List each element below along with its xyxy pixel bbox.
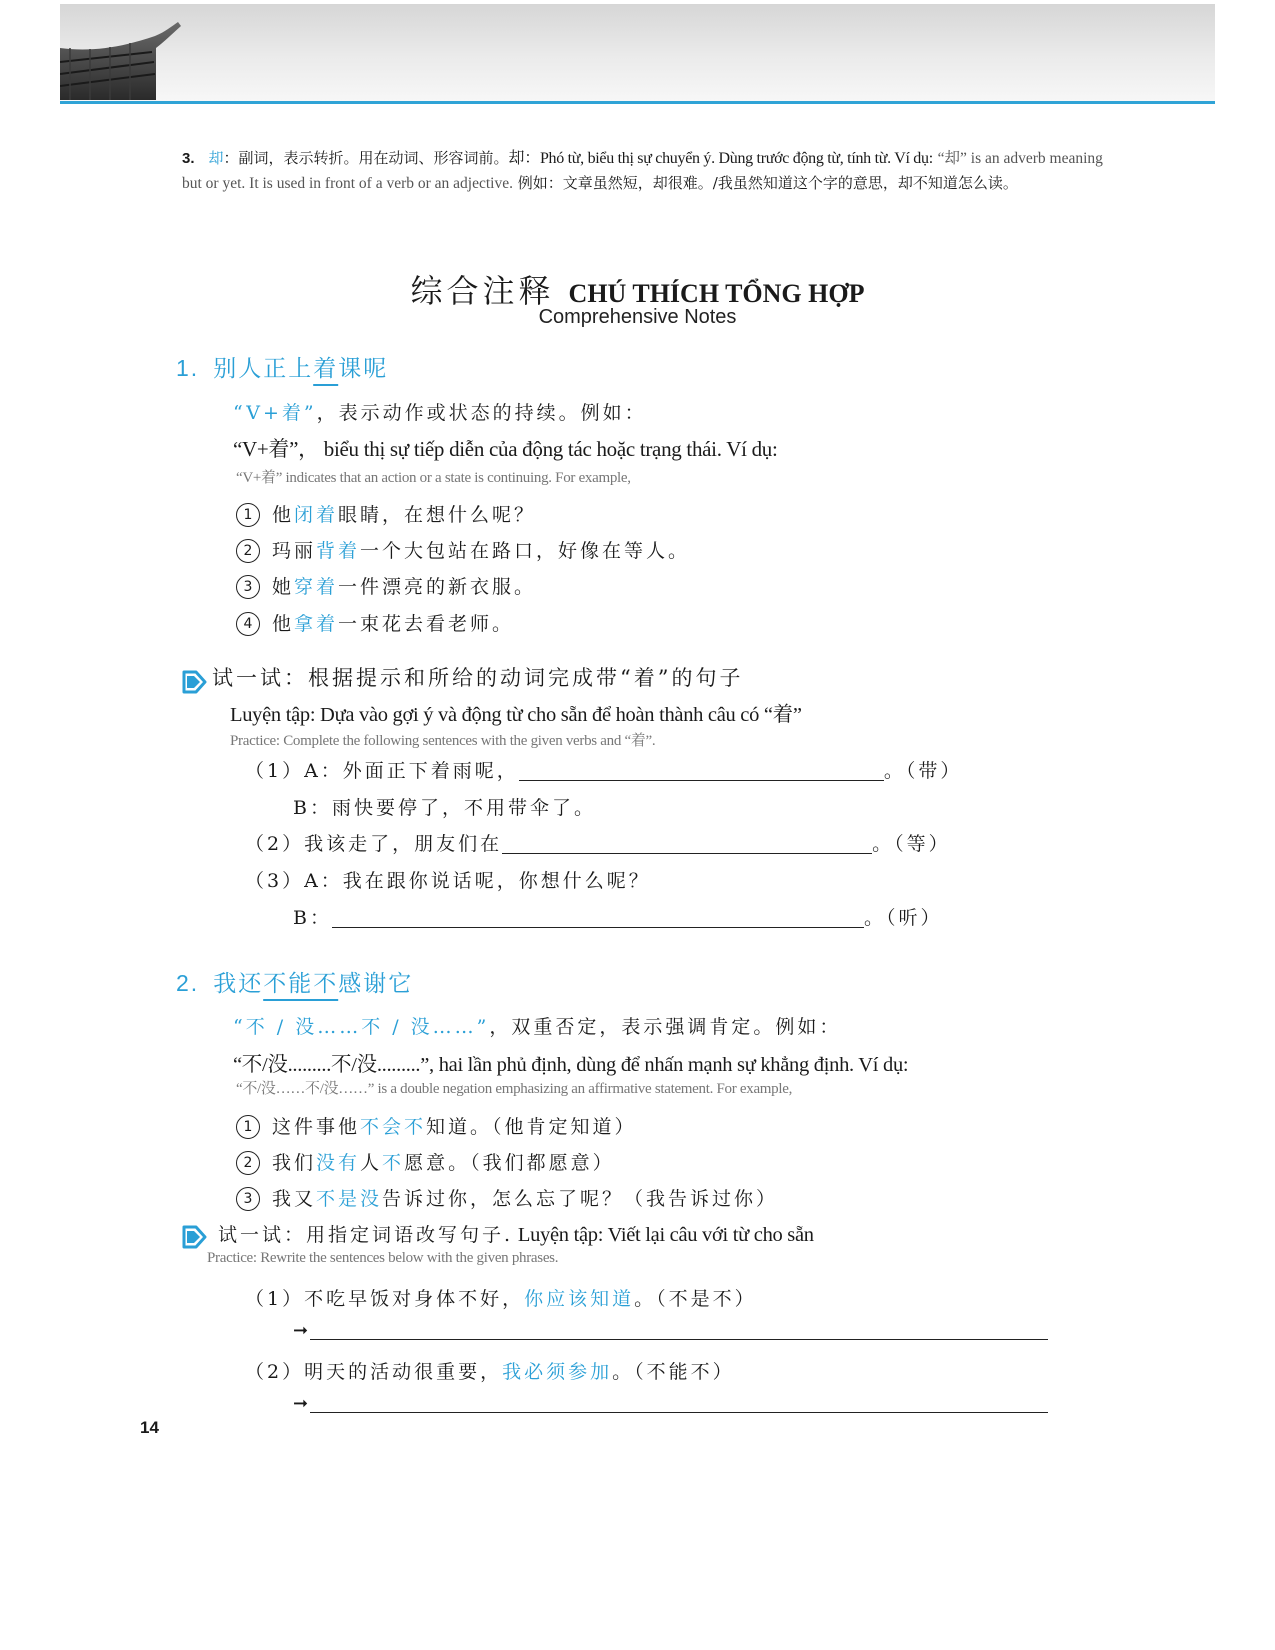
example-highlight: 没有 [316, 1152, 361, 1174]
practice-1-title-zh: 试一试：根据提示和所给的动词完成带“着”的句子 [212, 666, 744, 690]
example-text: 一个大包站在路口，好像在等人。 [360, 540, 691, 562]
answer-blank[interactable] [519, 780, 884, 781]
temple-roof-image [60, 18, 185, 100]
exercise-prompt: （1）不吃早饭对身体不好， [245, 1288, 525, 1310]
target-phrase: 我必须参加 [502, 1361, 613, 1383]
arrow-icon: ➞ [293, 1320, 309, 1341]
answer-blank[interactable] [332, 927, 864, 928]
exercise-3a: （3）A：我在跟你说话呢，你想什么呢？ [245, 870, 651, 892]
answer-blank[interactable] [502, 853, 872, 854]
heading-text: 课呢 [338, 356, 389, 382]
note-zh-example: 例如：文章虽然短，却很难。/我虽然知道这个字的意思，却不知道怎么读。 [517, 174, 1018, 192]
practice-1-title-vn: Luyện tập: Dựa vào gợi ý và động từ cho sẵn để hoàn thành câu có “着” [230, 704, 802, 726]
example-text: 眼睛，在想什么呢？ [338, 504, 537, 526]
example-text: 告诉过你，怎么忘了呢？（我告诉过你） [382, 1188, 779, 1210]
verb-hint: 。（带） [883, 760, 963, 782]
exercise-1b: B：雨快要停了，不用带伞了。 [293, 797, 596, 819]
example-text: 人 [360, 1152, 383, 1174]
given-phrase: 。（不是不） [634, 1288, 757, 1310]
point-1-vn-explanation: “V+着”， biểu thị sự tiếp diễn của động tác hoặc trạng thái. Ví dụ: [233, 437, 778, 461]
example-highlight: 不会不 [360, 1116, 427, 1138]
example-number: 3 [236, 1187, 260, 1211]
section-subtitle: Comprehensive Notes [538, 306, 737, 328]
example-item [236, 572, 536, 599]
example-number: 1 [236, 1115, 260, 1139]
example-item [236, 536, 690, 563]
point-number: 1. [176, 355, 200, 381]
rewrite-exercise-2 [245, 1357, 735, 1384]
note-en-definition: “却” is an adverb meaning but or yet. It is used in front of a verb or an adjective. [182, 150, 1103, 192]
heading-text: 我还 [213, 971, 264, 997]
example-number: 3 [236, 575, 260, 599]
practice-arrow-icon [181, 669, 207, 695]
example-item [236, 500, 536, 527]
target-phrase: 你应该知道 [524, 1288, 635, 1310]
example-item [236, 609, 514, 636]
example-item [236, 1112, 637, 1139]
note-number: 3. [182, 150, 195, 167]
example-highlight: 不 [382, 1152, 405, 1174]
exercise-prompt: B： [293, 907, 332, 929]
exercise-2 [245, 829, 951, 856]
example-number: 4 [236, 612, 260, 636]
note-zh-definition: ：副词，表示转折。用在动词、形容词前。 [223, 149, 509, 167]
example-text: 一件漂亮的新衣服。 [338, 576, 537, 598]
exercise-prompt: （2）我该走了，朋友们在 [245, 833, 503, 855]
example-text: 愿意。（我们都愿意） [404, 1152, 615, 1174]
point-2-en-explanation: “不/没……不/没……” is a double negation emphasizing an affirmative statement. For example, [236, 1081, 793, 1097]
point-1-zh-explanation [233, 398, 647, 425]
example-highlight: 不是没 [316, 1188, 383, 1210]
practice-2-title-vn: Luyện tập: Viết lại câu với từ cho sẵn [513, 1224, 814, 1246]
example-text: 她 [272, 576, 295, 598]
rewrite-answer-1 [293, 1320, 1048, 1341]
practice-arrow-icon [181, 1224, 207, 1250]
verb-hint: 。（听） [863, 907, 943, 929]
grammar-note-3 [182, 146, 1117, 196]
answer-blank[interactable] [310, 1412, 1048, 1413]
example-item [236, 1184, 778, 1211]
practice-2-title-en: Practice: Rewrite the sentences below with the given phrases. [207, 1250, 559, 1266]
practice-2-title-zh: 试一试：用指定词语改写句子. [218, 1224, 514, 1246]
heading-text: 感谢它 [338, 971, 414, 997]
example-number: 2 [236, 539, 260, 563]
heading-underlined: 着 [313, 356, 339, 382]
example-number: 2 [236, 1151, 260, 1175]
point-1-heading [176, 350, 388, 383]
example-item [236, 1148, 615, 1175]
example-text: 知道。（他肯定知道） [426, 1116, 637, 1138]
explanation: ，表示动作或状态的持续。例如： [316, 402, 647, 424]
section-title-vn: CHÚ THÍCH TỔNG HỢP [568, 279, 865, 308]
point-number: 2. [176, 970, 200, 996]
example-highlight: 背着 [316, 540, 361, 562]
example-text: 我们 [272, 1152, 317, 1174]
given-phrase: 。（不能不） [612, 1361, 735, 1383]
page-number: 14 [140, 1418, 159, 1437]
rewrite-answer-2 [293, 1393, 1048, 1414]
example-text: 我又 [272, 1188, 317, 1210]
heading-underlined: 不能不 [263, 971, 339, 997]
answer-blank[interactable] [310, 1339, 1048, 1340]
exercise-1a [245, 756, 962, 783]
section-title-zh: 综合注释 [410, 272, 555, 310]
example-text: 一束花去看老师。 [338, 613, 515, 635]
practice-2-title [218, 1220, 814, 1247]
point-2-heading [176, 965, 413, 998]
note-vn-definition: 却：Phó từ, biểu thị sự chuyển ý. Dùng trước động từ, tính từ. Ví dụ: [508, 150, 933, 167]
exercise-prompt: （1）A：外面正下着雨呢， [245, 760, 519, 782]
exercise-3b [293, 903, 942, 930]
point-1-en-explanation: “V+着” indicates that an action or a state is continuing. For example, [236, 470, 631, 486]
point-2-zh-explanation [233, 1012, 841, 1039]
exercise-prompt: （2）明天的活动很重要， [245, 1361, 503, 1383]
pattern: “不 / 没……不 / 没……” [233, 1016, 490, 1038]
example-number: 1 [236, 503, 260, 527]
point-2-vn-explanation: “不/没.........不/没.........”, hai lần phủ định, dùng để nhấn mạnh sự khẳng định. Ví dụ: [233, 1054, 909, 1076]
example-text: 他 [272, 504, 295, 526]
note-term: 却 [208, 149, 224, 167]
rewrite-exercise-1 [245, 1284, 757, 1311]
pattern: “V+着” [233, 402, 317, 424]
example-text: 玛丽 [272, 540, 317, 562]
header-rule [60, 101, 1215, 104]
explanation: ，双重否定，表示强调肯定。例如： [489, 1016, 842, 1038]
verb-hint: 。（等） [872, 833, 951, 855]
heading-text: 别人正上 [213, 356, 314, 382]
practice-1-title-en: Practice: Complete the following sentences with the given verbs and “着”. [230, 733, 656, 749]
example-text: 他 [272, 613, 295, 635]
example-highlight: 拿着 [294, 613, 339, 635]
example-text: 这件事他 [272, 1116, 361, 1138]
example-highlight: 穿着 [294, 576, 339, 598]
arrow-icon: ➞ [293, 1393, 309, 1414]
header-band [60, 4, 1215, 101]
example-highlight: 闭着 [294, 504, 339, 526]
